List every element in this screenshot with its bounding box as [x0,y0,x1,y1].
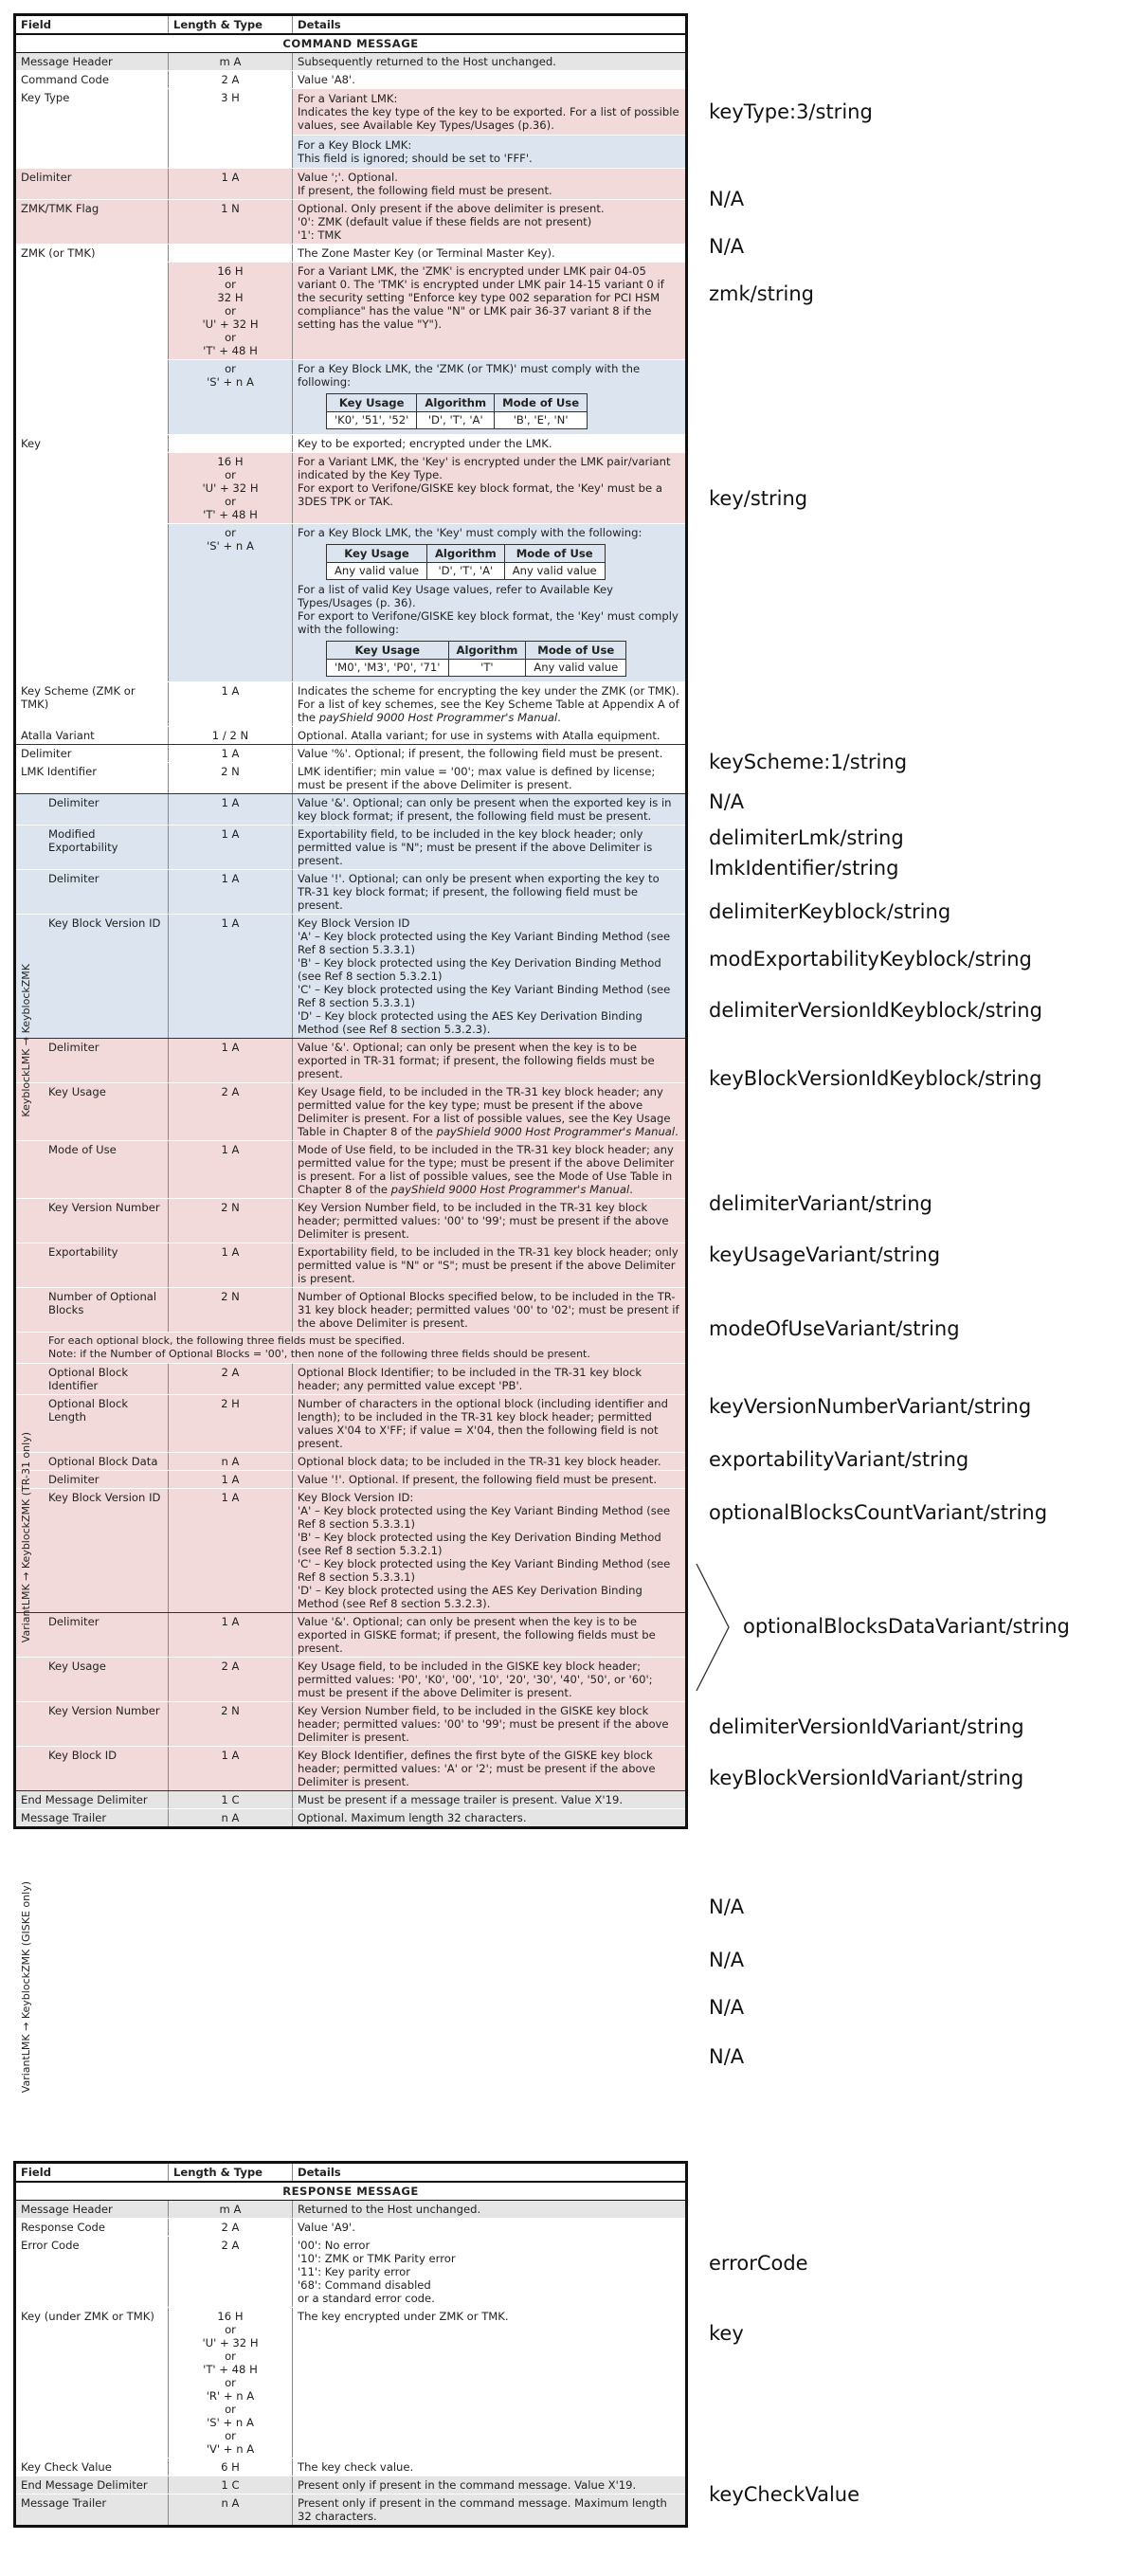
table-row: Delimiter 1 A Value '!'. Optional; can only be present when exporting the key to TR-31 key block format; if present, the following field must be present. [15,870,687,915]
keyblock-group-label: KeyblockLMK → KeyblockZMK [19,964,32,1117]
annotation-keyscheme: keyScheme:1/string [709,751,908,773]
annotation-na: N/A [709,1896,745,1918]
table-row: 16 H or 32 H or 'U' + 32 H or 'T' + 48 H For a Variant LMK, the 'ZMK' is encrypted under LMK pair 04-05 variant 0. The 'TMK' is encrypted under LMK pair 14-15 variant 0 if the security setting "Enforce key type 002 separation for PCI HSM compliance" has the value "N" or LMK pair 36-37 variant 8 if the setting has the value "Y"). [15,263,687,360]
table-row: ZMK/TMK Flag 1 N Optional. Only present if the above delimiter is present. '0': ZMK (default value if these fields are not present) '1': TMK [15,200,687,245]
giske-requirements-table: Key Usage Algorithm Mode of Use 'M0', 'M3', 'P0', '71' 'T' Any valid value [326,641,626,677]
table-row: Delimiter 1 A Value ';'. Optional. If present, the following field must be present. [15,169,687,200]
annotation-na: N/A [709,188,745,210]
annotation-keyversionnumbervariant: keyVersionNumberVariant/string [709,1395,1032,1418]
table-row: End Message Delimiter 1 C Present only if present in the command message. Value X'19. [15,2476,687,2494]
annotation-errorcode: errorCode [709,2252,808,2275]
table-row: LMK Identifier 2 N LMK identifier; min value = '00'; max value is defined by license; must be present if the above Delimiter is present. [15,763,687,794]
annotation-optionalblockscount: optionalBlocksCountVariant/string [709,1501,1048,1524]
table-row: Optional Block Data n A Optional block data; to be included in the TR-31 key block header. [15,1453,687,1471]
annotation-keyusagevariant: keyUsageVariant/string [709,1243,941,1266]
table-row: Key Scheme (ZMK or TMK) 1 A Indicates the scheme for encrypting the key under the ZMK (or TMK). For a list of key schemes, see the Key Scheme Table at Appendix A of the payShield 9000 Host Programmer's Manual. [15,682,687,727]
table-row: Key Check Value 6 H The key check value. [15,2458,687,2476]
table-row: Delimiter 1 A Value '!'. Optional. If present, the following field must be present. [15,1471,687,1489]
table-row: Error Code 2 A '00': No error '10': ZMK or TMK Parity error '11': Key parity error '68': Command disabled or a standard error code. [15,2237,687,2308]
annotation-delimiterlmk: delimiterLmk/string [709,826,904,849]
annotation-delimiterversionidvariant: delimiterVersionIdVariant/string [709,1715,1024,1738]
table-row: Atalla Variant 1 / 2 N Optional. Atalla variant; for use in systems with Atalla equipment. [15,727,687,745]
table-row: Delimiter 1 A Value '&'. Optional; can only be present when the exported key is in key block format; if present, the following field must be present. [15,794,687,825]
table-row: or 'S' + n A For a Key Block LMK, the 'ZMK (or TMK)' must comply with the following: Key Usage Algorithm Mode of Use 'K0', '51', '52' 'D', 'T', 'A' 'B', 'E', 'N' [15,360,687,435]
table-row: Key (under ZMK or TMK) 16 H or 'U' + 32 H or 'T' + 48 H or 'R' + n A or 'S' + n A or 'V' + n A The key encrypted under ZMK or TMK. [15,2308,687,2458]
table-row: Message Trailer n A Optional. Maximum length 32 characters. [15,1809,687,1828]
table-row: Key Block Version ID 1 A Key Block Version ID 'A' – Key block protected using the Key Variant Binding Method (see Ref 8 section 5.3.3.1) 'B' – Key block protected using the Key Derivation Binding Method (see Ref 8 section 5.3.2.1) 'C' – Key block protected using the Key Variant Binding Method (see Ref 8 section 5.3.3.1) 'D' – Key block protected using the AES Key Derivation Binding Method (see Ref 8 section 5.3.2.3). [15,915,687,1039]
zmk-requirements-table: Key Usage Algorithm Mode of Use 'K0', '51', '52' 'D', 'T', 'A' 'B', 'E', 'N' [326,393,588,429]
annotation-na: N/A [709,235,745,258]
annotation-delimiterkeyblock: delimiterKeyblock/string [709,900,951,923]
table-row: Key Version Number 2 N Key Version Number field, to be included in the GISKE key block header; permitted values: '00' to '99'; must be present if the above Delimiter is present. [15,1702,687,1747]
col-length: Length & Type [169,15,293,35]
command-message-table [13,13,688,1829]
annotation-modexportability: modExportabilityKeyblock/string [709,948,1032,971]
annotation-lmkidentifier: lmkIdentifier/string [709,857,899,880]
table-row: Key Key to be exported; encrypted under the LMK. [15,435,687,453]
annotation-na: N/A [709,790,745,813]
table-row: Key Type 3 H For a Variant LMK: Indicates the key type of the key to be exported. For a list of possible values, see Available Key Types/Usages (p.36). For a Key Block LMK: This field is ignored; should be set to 'FFF'. [15,89,687,169]
table-row: Delimiter 1 A Value '%'. Optional; if present, the following field must be present. [15,745,687,763]
col-field: Field [15,15,169,35]
table-row: Mode of Use 1 A Mode of Use field, to be included in the TR-31 key block header; any permitted value for the type; must be present if the above Delimiter is present. For a list of possible values, see the Mode of Use Table in Chapter 8 of the payShield 9000 Host Programmer's Manual. [15,1141,687,1199]
table-row: Message Header m A Subsequently returned to the Host unchanged. [15,53,687,71]
command-title: COMMAND MESSAGE [15,34,687,53]
table-row: Key Version Number 2 N Key Version Number field, to be included in the TR-31 key block header; permitted values: '00' to '99'; must be present if the above Delimiter is present. [15,1199,687,1243]
annotation-na: N/A [709,1949,745,1971]
table-row: Optional Block Identifier 2 A Optional Block Identifier; to be included in the TR-31 key block header; any permitted value except 'PB'. [15,1364,687,1395]
annotation-na: N/A [709,1996,745,2019]
table-row: Modified Exportability 1 A Exportability field, to be included in the key block header; only permitted value is "N"; must be present if the above Delimiter is present. [15,825,687,870]
annotation-exportabilityvariant: exportabilityVariant/string [709,1448,969,1471]
table-row: ZMK (or TMK) The Zone Master Key (or Terminal Master Key). [15,245,687,263]
response-title: RESPONSE MESSAGE [15,2182,687,2201]
table-row: Number of Optional Blocks 2 N Number of Optional Blocks specified below, to be included in the TR-31 key block header; permitted values '00' to '02'; must be present if the above Delimiter is present. [15,1288,687,1333]
annotation-keyblockversionid: keyBlockVersionIdKeyblock/string [709,1067,1042,1090]
annotation-na: N/A [709,2045,745,2068]
annotation-optionalblocksdata: optionalBlocksDataVariant/string [743,1615,1070,1638]
table-row: Key Usage 2 A Key Usage field, to be included in the TR-31 key block header; any permitted value for the key type; must be present if the above Delimiter is present. For a list of possible values, see the Key Usage Table in Chapter 8 of the payShield 9000 Host Programmer's Manual. [15,1083,687,1141]
col-details: Details [293,15,687,35]
annotation-delimiterversionid: delimiterVersionIdKeyblock/string [709,999,1042,1022]
table-row: Response Code 2 A Value 'A9'. [15,2219,687,2237]
table-row: Exportability 1 A Exportability field, to be included in the TR-31 key block header; only permitted value is "N" or "S"; must be present if the above Delimiter is present. [15,1243,687,1288]
table-row: Delimiter 1 A Value '&'. Optional; can only be present when the key is to be exported in TR-31 format; if present, the following fields must be present. [15,1039,687,1083]
annotation-respkey: key [709,2322,744,2345]
variant-tr31-group-label: VariantLMK → KeyblockZMK (TR-31 only) [19,1431,32,1643]
table-row: Optional Block Length 2 H Number of characters in the optional block (including identifier and length); to be included in the TR-31 key block header; permitted values X'04 to X'FF; if value = X'04, then the following field is not present. [15,1395,687,1453]
annotation-keytype: keyType:3/string [709,100,873,123]
table-row: Message Header m A Returned to the Host unchanged. [15,2201,687,2219]
bracket-icon [695,1562,734,1693]
annotation-modeofusevariant: modeOfUseVariant/string [709,1317,960,1340]
table-row: Delimiter 1 A Value '&'. Optional; can only be present when the key is to be exported in GISKE format; if present, the following fields must be present. [15,1613,687,1658]
table-row: Message Trailer n A Present only if present in the command message. Maximum length 32 characters. [15,2494,687,2527]
annotation-zmk: zmk/string [709,282,814,305]
table-row: End Message Delimiter 1 C Must be present if a message trailer is present. Value X'19. [15,1791,687,1809]
annotation-keyblockversionidvariant: keyBlockVersionIdVariant/string [709,1767,1024,1789]
annotation-key: key/string [709,487,808,510]
table-row: Key Usage 2 A Key Usage field, to be included in the GISKE key block header; permitted values: 'P0', 'K0', '00', '10', '20', '30', '40', '50', or '60'; must be present if the above Delimiter is present. [15,1658,687,1702]
annotation-delimitervariant: delimiterVariant/string [709,1192,932,1215]
key-requirements-table: Key Usage Algorithm Mode of Use Any valid value 'D', 'T', 'A' Any valid value [326,544,606,580]
table-row: Key Block Version ID 1 A Key Block Version ID: 'A' – Key block protected using the Key Variant Binding Method (see Ref 8 section 5.3.3.1) 'B' – Key block protected using the Key Derivation Binding Method (see Ref 8 section 5.3.2.1) 'C' – Key block protected using the Key Variant Binding Method (see Ref 8 section 5.3.3.1) 'D' – Key block protected using the AES Key Derivation Binding Method (see Ref 8 section 5.3.2.3). [15,1489,687,1613]
table-row: 16 H or 'U' + 32 H or 'T' + 48 H For a Variant LMK, the 'Key' is encrypted under the LMK pair/variant indicated by the Key Type. For export to Verifone/GISKE key block format, the 'Key' must be a 3DES TPK or TAK. [15,453,687,524]
table-row: or 'S' + n A For a Key Block LMK, the 'Key' must comply with the following: Key Usage Algorithm Mode of Use Any valid value 'D', 'T', 'A' Any valid value For a list of valid Key Usage values, refer to Available Key Types/Usages (p. 36). For export to Verifone/GISKE key block format, the 'Key' must comply with the following: Key Usage Algorithm Mode of Use 'M0', 'M3', 'P0', '71' 'T' Any valid value [15,524,687,682]
table-row: Key Block ID 1 A Key Block Identifier, defines the first byte of the GISKE key block header; permitted values: 'A' or '2'; must be present if the above Delimiter is present. [15,1747,687,1791]
table-row: For each optional block, the following three fields must be specified. Note: if the Number of Optional Blocks = '00', then none of the following three fields should be present. [15,1333,687,1364]
response-message-table: Field Length & Type Details RESPONSE MESSAGE Message Header m A Returned to the Host unchanged. Response Code 2 A Value 'A9'. Error Code 2 A '00': No error '10': ZMK or TMK Parity error '11': Key parity error '68': Command disabled or a standard error code. Key (under ZMK or TMK) 16 H or 'U' + 32 H or 'T' + 48 H or 'R' + n A or 'S' + n A or 'V' + n A The key encrypted under ZMK or TMK. Key Check Value 6 H The key check value. End Message Delimiter 1 C Present only if present in the command message. Value X'19. Message Trailer n A Present only if present in the command message. Maximum length 32 characters. [13,2161,688,2528]
annotation-keycheckvalue: keyCheckValue [709,2483,860,2506]
table-row: Command Code 2 A Value 'A8'. [15,71,687,89]
variant-giske-group-label: VariantLMK → KeyblockZMK (GISKE only) [19,1881,32,2094]
